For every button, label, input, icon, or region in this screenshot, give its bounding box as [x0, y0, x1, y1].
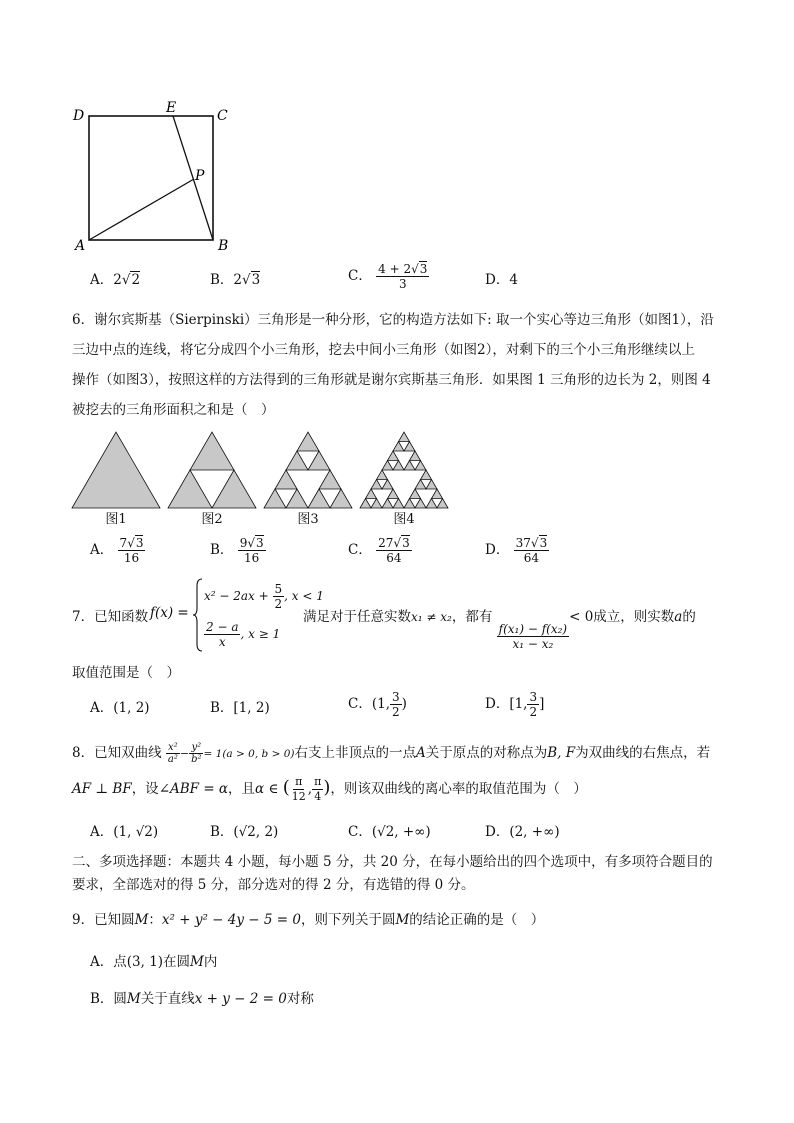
- q9-stem: [72, 908, 544, 928]
- fraction: [376, 536, 412, 565]
- fraction: [312, 775, 323, 804]
- caption-fig2: 图2: [201, 512, 223, 527]
- text: < 0成立，则实数: [569, 609, 675, 625]
- q7-func: f(x) =: [150, 605, 189, 621]
- point: A: [416, 745, 426, 761]
- q9-option-a[interactable]: [90, 950, 217, 970]
- denominator: 4: [314, 790, 322, 803]
- numerator: 3: [529, 690, 538, 704]
- q5-option-d[interactable]: D．4: [485, 272, 518, 288]
- fraction: [273, 582, 285, 611]
- fraction: [497, 622, 569, 651]
- denominator: 3: [398, 277, 407, 291]
- caption-fig3: 图3: [297, 512, 319, 527]
- option-prefix: D．: [485, 696, 510, 712]
- option-prefix: C．: [348, 696, 372, 712]
- option-prefix: A．: [90, 542, 114, 558]
- minus: −: [179, 747, 190, 760]
- radicand: 3: [419, 262, 428, 276]
- case2-cond: , x ≥ 1: [240, 627, 281, 641]
- q8-option-b[interactable]: B．(√2, 2): [210, 824, 279, 840]
- radicand: 2: [131, 272, 141, 288]
- text: ，都有: [451, 609, 493, 625]
- q8-line-2: AF ⊥ BF，设∠ABF = α，且α ∈ ( $\frac{\pi}{12}$ , $\frac{\pi}{4}$ )，则该双曲线的离心率的取值范围为（ ）: [72, 775, 587, 803]
- sqrt-sign: √: [127, 536, 135, 550]
- denominator: 2: [274, 597, 283, 611]
- fraction: [189, 742, 203, 765]
- circle-name: M: [190, 954, 204, 970]
- text: 内: [203, 954, 218, 970]
- label-c: C: [217, 108, 228, 124]
- point: (3, 1): [126, 954, 164, 970]
- section-title: 二、多项选择题：: [72, 854, 180, 870]
- q6-line-3: 操作（如图3），按照这样的方法得到的三角形就是谢尔宾斯基三角形．如果图 1 三角形的边长为 2，则图 4: [72, 372, 711, 388]
- segment-ap: [89, 179, 194, 240]
- section-instructions: 本题共 4 小题，每小题 5 分，共 20 分，在每小题给出的四个选项中，有多项符合题目的: [180, 854, 713, 870]
- option-prefix: A．: [90, 272, 114, 288]
- option-prefix: D．: [485, 542, 510, 558]
- text: ，设: [131, 781, 159, 797]
- numerator: 3: [392, 690, 400, 704]
- denominator: x₁ − x₂: [512, 637, 554, 651]
- q5-option-a[interactable]: [90, 270, 140, 290]
- denominator: 64: [523, 551, 540, 565]
- radicand: 3: [539, 536, 548, 550]
- sqrt-sign: √: [242, 272, 251, 288]
- circle-name: M: [126, 991, 141, 1007]
- numerator: π: [314, 775, 322, 788]
- q8-option-a[interactable]: A．(1, √2): [90, 824, 159, 840]
- coef: 2: [233, 272, 243, 288]
- circle-name: M: [134, 912, 149, 928]
- radicand: 3: [251, 272, 261, 288]
- variable: a: [674, 609, 683, 625]
- numerator: 2 − a: [206, 620, 239, 634]
- right: ]: [539, 696, 545, 712]
- numerator: π: [295, 775, 303, 788]
- case1-expr: x² − 2ax +: [204, 589, 269, 603]
- numerator: 37: [515, 536, 531, 550]
- label-a: A: [75, 238, 86, 254]
- condition: x₁ ≠ x₂: [411, 610, 452, 624]
- option-prefix: C．: [348, 268, 372, 284]
- fraction: [390, 690, 402, 719]
- case1-cond: , x < 1: [284, 589, 324, 603]
- sqrt-sign: √: [393, 536, 402, 550]
- numerator: y²: [191, 742, 202, 753]
- q6-line-4: 被挖去的三角形面积之和是（ ）: [72, 402, 275, 418]
- caption-fig4: 图4: [393, 512, 415, 527]
- option-prefix: C．: [348, 542, 372, 558]
- denominator: a²: [167, 754, 178, 765]
- q6-line-2: 三边中点的连线，将它分成四个小三角形，挖去中间小三角形（如图2），对剩下的三个小三角形继续以上: [72, 342, 695, 358]
- paren-left: (: [282, 777, 290, 798]
- text: 满足对于任意实数: [303, 609, 411, 625]
- numerator: 7: [119, 536, 128, 550]
- fraction: [376, 262, 429, 291]
- q9-option-b[interactable]: [90, 987, 314, 1007]
- caption-fig1: 图1: [105, 512, 127, 527]
- coef: 2: [113, 272, 122, 288]
- q8-option-d[interactable]: D．(2, +∞): [485, 824, 560, 840]
- right: ): [401, 696, 407, 712]
- option-prefix: B．: [210, 272, 234, 288]
- text: ：: [148, 912, 162, 928]
- angle: ∠ABF = α: [158, 781, 229, 797]
- left: [1,: [509, 696, 528, 712]
- fraction: [238, 536, 266, 565]
- q6-option-b[interactable]: [210, 536, 266, 565]
- q7-prefix: 7．已知函数: [72, 609, 149, 625]
- fraction: [166, 742, 180, 765]
- q7-option-b[interactable]: B．[1, 2): [210, 700, 270, 716]
- denominator: 2: [392, 705, 400, 719]
- denominator: b²: [191, 754, 202, 765]
- label-e: E: [166, 100, 177, 116]
- text: 对称: [286, 991, 314, 1007]
- text: 关于直线: [140, 991, 195, 1007]
- q7-option-d[interactable]: [485, 690, 544, 719]
- q7-case-2: [204, 620, 280, 649]
- denominator: 2: [529, 705, 538, 719]
- radicand: 3: [256, 536, 264, 550]
- q6-option-c[interactable]: [348, 536, 412, 565]
- label-b: B: [218, 238, 229, 254]
- q8-option-c[interactable]: C．(√2, +∞): [348, 824, 431, 840]
- section-2-line-2: 要求，全部选对的得 5 分，部分选对的得 2 分，有选错的得 0 分。: [72, 877, 475, 893]
- text: B．圆: [90, 991, 127, 1007]
- text: 的: [682, 609, 696, 625]
- condition: AF ⊥ BF: [72, 781, 132, 797]
- q6-option-d[interactable]: [485, 536, 549, 565]
- segment-eb: [173, 116, 213, 240]
- q5-option-c[interactable]: [348, 262, 429, 291]
- text: 关于原点的对称点为: [425, 745, 548, 761]
- sqrt-sign: √: [530, 536, 539, 550]
- numerator: 5: [274, 582, 283, 596]
- numerator: f(x₁) − f(x₂): [498, 622, 568, 636]
- denominator: 16: [244, 551, 260, 565]
- q5-option-b[interactable]: [210, 270, 260, 290]
- alpha: α ∈: [255, 781, 279, 797]
- label-d: D: [73, 108, 85, 124]
- text: ，且: [228, 781, 256, 797]
- text: 9．已知圆: [72, 912, 135, 928]
- circle-name: M: [395, 912, 410, 928]
- denominator: x: [218, 635, 226, 649]
- q7-option-c[interactable]: [348, 690, 407, 719]
- text: ，则该双曲线的离心率的取值范围为（ ）: [330, 781, 587, 797]
- label-p: P: [195, 168, 205, 184]
- text: 的结论正确的是（ ）: [409, 912, 545, 928]
- text: 在圆: [163, 954, 191, 970]
- denominator: 64: [386, 551, 402, 565]
- numerator: 27: [378, 536, 394, 550]
- q6-option-a[interactable]: [90, 536, 145, 565]
- sierpinski-figures: [70, 430, 460, 510]
- fraction: [204, 620, 240, 649]
- numerator: 4 + 2: [378, 262, 412, 276]
- q7-rest: [303, 605, 696, 651]
- text: ，则下列关于圆: [300, 912, 396, 928]
- text: 为双曲线的右焦点，若: [575, 745, 711, 761]
- equation: x + y − 2 = 0: [194, 991, 287, 1007]
- radicand: 3: [402, 536, 410, 550]
- text: A．点: [90, 954, 127, 970]
- sqrt-sign: √: [121, 272, 131, 288]
- fraction: [290, 775, 308, 804]
- q7-option-a[interactable]: A．(1, 2): [90, 700, 150, 716]
- section-2-line-1: [72, 851, 722, 873]
- denominator: 12: [291, 790, 306, 803]
- paren-right: ): [323, 777, 331, 798]
- piecewise-brace: [193, 578, 203, 652]
- numerator: 9: [239, 536, 248, 550]
- text: 右支上非顶点的一点: [294, 745, 416, 761]
- square-figure: [70, 100, 250, 260]
- radicand: 3: [135, 536, 144, 550]
- numerator: x²: [168, 742, 178, 753]
- fraction: [527, 690, 539, 719]
- q6-line-1: 6．谢尔宾斯基（Sierpinski）三角形是一种分形，它的构造方法如下: 取一个实心等边三角形（如图1），沿: [72, 312, 714, 328]
- fraction: [514, 536, 550, 565]
- equation-rest: = 1(a > 0, b > 0): [203, 748, 295, 760]
- left: (1,: [371, 696, 390, 712]
- sqrt-sign: √: [411, 262, 419, 276]
- denominator: 16: [123, 551, 140, 565]
- option-prefix: B．: [210, 542, 234, 558]
- text: 8．已知双曲线: [72, 745, 162, 761]
- points: B, F: [547, 745, 576, 761]
- q7-line-2: 取值范围是（ ）: [72, 665, 180, 681]
- sqrt-sign: √: [247, 536, 256, 550]
- equation: x² + y² − 4y − 5 = 0: [161, 912, 301, 928]
- fraction: [118, 536, 146, 565]
- sierpinski-fig-1: [72, 432, 160, 508]
- q8-line-1: [72, 741, 710, 765]
